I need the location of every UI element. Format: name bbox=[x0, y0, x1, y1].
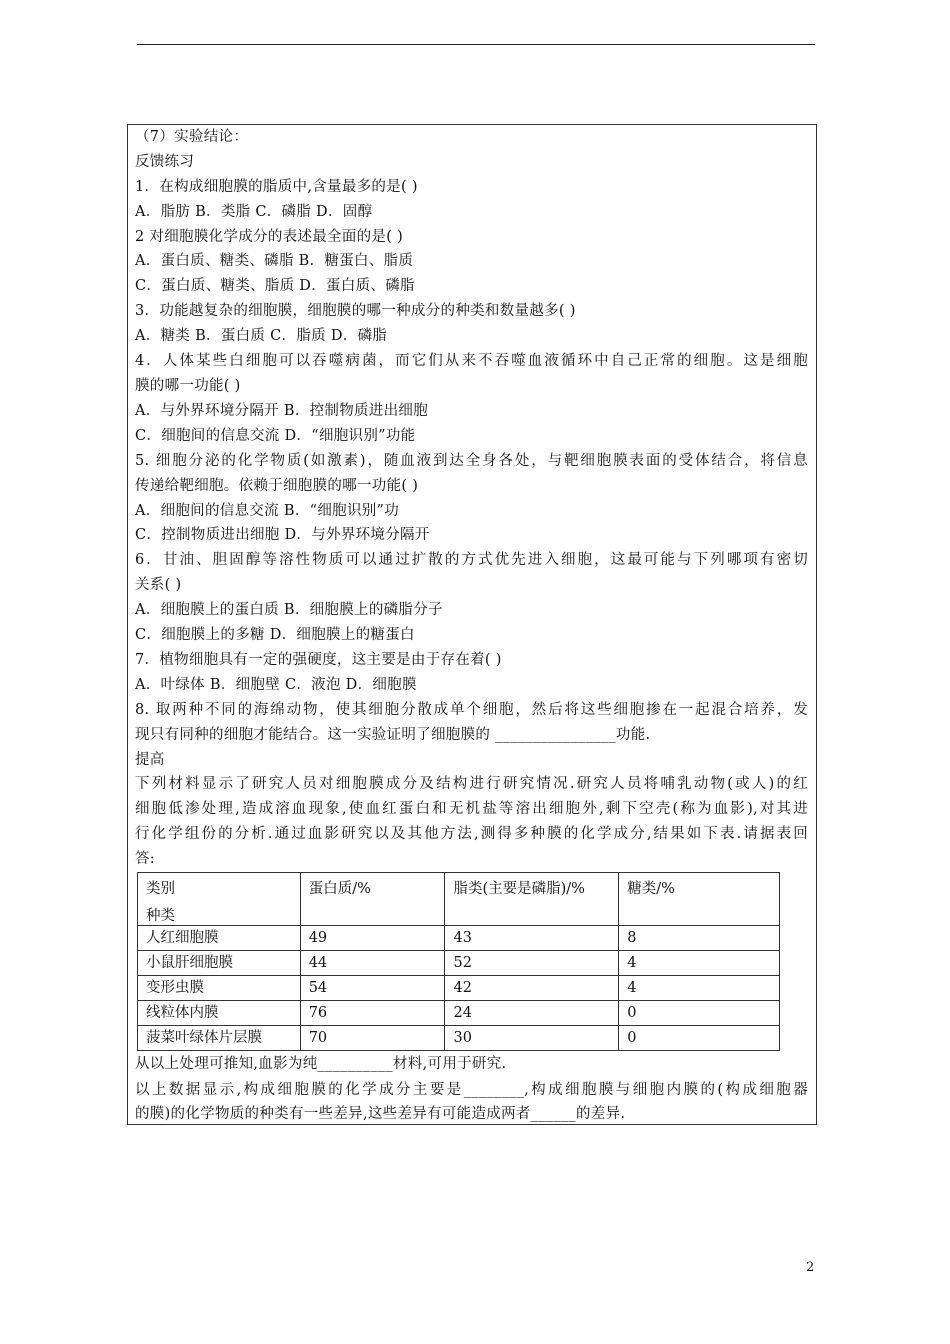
table-cell: 4 bbox=[619, 951, 780, 976]
table-row bbox=[138, 951, 780, 976]
text-line: A．细胞间的信息交流 B．“细胞识别”功 bbox=[135, 503, 400, 519]
text-line: 3．功能越复杂的细胞膜，细胞膜的哪一种成分的种类和数量越多( ) bbox=[135, 303, 576, 319]
membrane-composition-table bbox=[137, 872, 780, 1051]
table-cell: 24 bbox=[445, 1001, 619, 1026]
table-cell: 变形虫膜 bbox=[138, 976, 301, 1001]
section-heading-improve: 提高 bbox=[135, 752, 165, 768]
text-line: 5. 细胞分泌的化学物质(如激素)，随血液到达全身各处，与靶细胞膜表面的受体结合，将信息 bbox=[135, 453, 808, 469]
text-line: A．脂肪 B．类脂 C．磷脂 D．固醇 bbox=[135, 204, 373, 220]
table-cell: 52 bbox=[445, 951, 619, 976]
text-line: A．叶绿体 B．细胞壁 C．液泡 D．细胞膜 bbox=[135, 677, 417, 693]
table-cell: 42 bbox=[445, 976, 619, 1001]
text-line: 7．植物细胞具有一定的强硬度，这主要是由于存在着( ) bbox=[135, 652, 502, 668]
text-line: 以上数据显示,构成细胞膜的化学成分主要是________,构成细胞膜与细胞内膜的(构成细胞器 bbox=[135, 1082, 808, 1098]
text-line: C．蛋白质、糖类、脂质 D．蛋白质、磷脂 bbox=[135, 278, 415, 294]
text-line: 细胞低渗处理,造成溶血现象,使血红蛋白和无机盐等溶出细胞外,剩下空壳(称为血影),对其进 bbox=[135, 801, 808, 817]
text-line: 从以上处理可推知,血影为纯__________材料,可用于研究. bbox=[135, 1056, 507, 1072]
table-cell: 70 bbox=[300, 1026, 445, 1051]
text-line: C．细胞间的信息交流 D．“细胞识别”功能 bbox=[135, 428, 416, 444]
text-line: C．细胞膜上的多糖 D．细胞膜上的糖蛋白 bbox=[135, 627, 415, 643]
header-cell: 蛋白质/% bbox=[300, 873, 445, 926]
text-line: 6．甘油、胆固醇等溶性物质可以通过扩散的方式优先进入细胞，这最可能与下列哪项有密切 bbox=[135, 552, 808, 568]
table-row bbox=[138, 976, 780, 1001]
text-line: A．细胞膜上的蛋白质 B．细胞膜上的磷脂分子 bbox=[135, 602, 443, 618]
text-line: 关系( ) bbox=[135, 577, 182, 593]
section-heading-feedback: 反馈练习 bbox=[135, 154, 195, 170]
text-line: 膜的哪一功能( ) bbox=[135, 378, 241, 394]
table-cell: 44 bbox=[300, 951, 445, 976]
text-line: A．蛋白质、糖类、磷脂 B．糖蛋白、脂质 bbox=[135, 253, 414, 269]
table-cell: 76 bbox=[300, 1001, 445, 1026]
text-line: 2 对细胞膜化学成分的表述最全面的是( ) bbox=[135, 229, 404, 245]
header-cell: 脂类(主要是磷脂)/% bbox=[445, 873, 619, 926]
table-cell: 8 bbox=[619, 926, 780, 951]
table-cell: 54 bbox=[300, 976, 445, 1001]
header-rule bbox=[137, 44, 815, 45]
table-row bbox=[138, 926, 780, 951]
text-line: （7）实验结论： bbox=[135, 129, 249, 145]
text-line: A．糖类 B．蛋白质 C．脂质 D．磷脂 bbox=[135, 328, 388, 344]
text-line: 下列材料显示了研究人员对细胞膜成分及结构进行研究情况.研究人员将哺乳动物(或人)的红 bbox=[135, 776, 808, 792]
text-line: 现只有同种的细胞才能结合。这一实验证明了细胞膜的 ________________功能. bbox=[135, 727, 651, 743]
text-line: 4．人体某些白细胞可以吞噬病菌，而它们从来不吞噬血液循环中自己正常的细胞。这是细胞 bbox=[135, 353, 808, 369]
text-line: 行化学组份的分析.通过血影研究以及其他方法,测得多种膜的化学成分,结果如下表.请据表回 bbox=[135, 826, 808, 842]
header-cell: 糖类/% bbox=[619, 873, 780, 926]
table-cell: 30 bbox=[445, 1026, 619, 1051]
table-cell: 4 bbox=[619, 976, 780, 1001]
table-cell: 小鼠肝细胞膜 bbox=[138, 951, 301, 976]
table-cell: 0 bbox=[619, 1001, 780, 1026]
table-cell: 线粒体内膜 bbox=[138, 1001, 301, 1026]
table-cell: 43 bbox=[445, 926, 619, 951]
text-line: 1．在构成细胞膜的脂质中,含量最多的是( ) bbox=[135, 179, 418, 195]
text-line: 答: bbox=[135, 851, 155, 867]
text-line: A．与外界环境分隔开 B．控制物质进出细胞 bbox=[135, 403, 429, 419]
table-cell: 49 bbox=[300, 926, 445, 951]
table-header-row bbox=[138, 873, 780, 926]
table-cell: 0 bbox=[619, 1026, 780, 1051]
table-cell: 人红细胞膜 bbox=[138, 926, 301, 951]
table-cell: 菠菜叶绿体片层膜 bbox=[138, 1026, 301, 1051]
table-row bbox=[138, 1001, 780, 1026]
page-number: 2 bbox=[806, 1260, 815, 1275]
table-row bbox=[138, 1026, 780, 1051]
text-line: 的膜)的化学物质的种类有一些差异,这些差异有可能造成两者______的差异. bbox=[135, 1106, 626, 1122]
text-line: 传递给靶细胞。依赖于细胞膜的哪一功能( ) bbox=[135, 478, 419, 494]
text-line: C．控制物质进出细胞 D．与外界环境分隔开 bbox=[135, 527, 430, 543]
header-cell-category: 类别 种类 bbox=[138, 873, 301, 926]
text-line: 8. 取两种不同的海绵动物，使其细胞分散成单个细胞，然后将这些细胞掺在一起混合培养，发 bbox=[135, 702, 808, 718]
